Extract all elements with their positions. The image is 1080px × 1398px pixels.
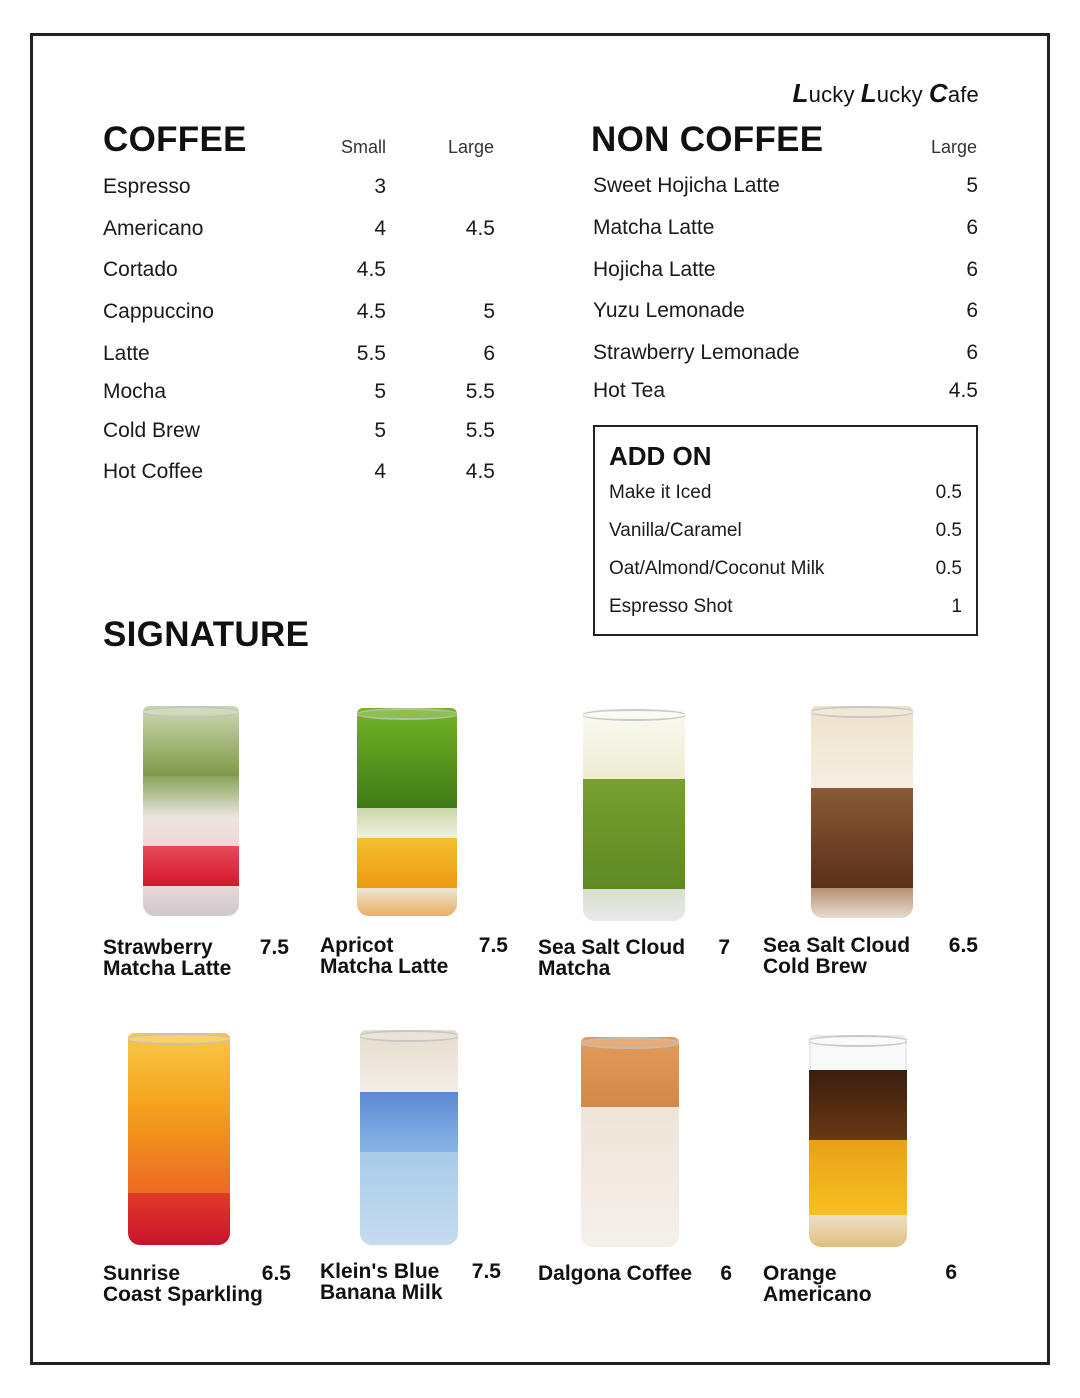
coffee-menu-row: [103, 342, 495, 372]
name-line-1: Sea Salt Cloud: [763, 934, 911, 957]
name-line-1: Sea Salt Cloud: [538, 936, 686, 959]
small-price: 4.5: [356, 258, 386, 281]
signature-item-price: 6.5: [261, 1262, 291, 1285]
name-line-1: Orange: [763, 1262, 837, 1285]
large-price: 5.5: [465, 380, 495, 403]
small-price: 4: [374, 460, 386, 483]
name-line-2: Banana Milk: [320, 1281, 443, 1304]
non-coffee-large-column-header: Large: [930, 137, 977, 157]
item-name: Hojicha Latte: [593, 258, 716, 281]
item-name: Hot Tea: [593, 379, 665, 402]
item-name: Sweet Hojicha Latte: [593, 174, 780, 197]
non-coffee-menu-row: [593, 216, 978, 246]
orange-americano-glass-image: [809, 1035, 907, 1247]
name-line-2: Coast Sparkling: [103, 1283, 263, 1306]
item-name: Cappuccino: [103, 300, 214, 323]
add-on-price: 1: [951, 596, 962, 617]
sea-salt-cloud-cold-brew-glass-image: [811, 706, 913, 918]
signature-item-sea-salt-cloud-matcha: [538, 700, 733, 990]
add-on-row: [609, 482, 962, 508]
signature-item-apricot-matcha-latte: [320, 700, 510, 990]
sea-salt-cloud-matcha-glass-image: [583, 709, 685, 921]
large-price: 5.5: [465, 419, 495, 442]
small-price: 5: [374, 380, 386, 403]
item-name: Latte: [103, 342, 150, 365]
signature-item-name: [538, 1263, 692, 1284]
signature-item-name: [763, 1263, 872, 1305]
brand-word-2: [861, 78, 923, 109]
signature-item-sea-salt-cloud-cold-brew: [763, 700, 978, 990]
signature-item-price: 7: [718, 936, 730, 959]
brand-word-cap: L: [860, 78, 877, 108]
item-name: Matcha Latte: [593, 216, 715, 239]
name-line-1: Strawberry: [103, 936, 213, 959]
kleins-blue-banana-milk-glass-image: [360, 1030, 458, 1245]
non-coffee-menu-row: [593, 258, 978, 288]
non-coffee-menu-row: [593, 341, 978, 371]
coffee-menu-row: [103, 300, 495, 330]
add-on-price: 0.5: [935, 482, 962, 503]
name-line-1: Apricot: [320, 934, 394, 957]
large-price: 6: [966, 216, 978, 239]
coffee-menu-row: [103, 217, 495, 247]
add-on-name: Espresso Shot: [609, 596, 733, 617]
brand-word-cap: L: [792, 78, 809, 108]
brand-word-rest: afe: [947, 82, 979, 107]
name-line-1: Sunrise: [103, 1262, 181, 1285]
add-on-row: [609, 596, 962, 622]
large-price: 4.5: [465, 460, 495, 483]
large-price: 6: [483, 342, 495, 365]
large-price: 6: [966, 258, 978, 281]
add-on-price: 0.5: [935, 520, 962, 541]
name-line-2: Matcha: [538, 957, 611, 980]
coffee-menu-row: [103, 460, 495, 490]
item-name: Hot Coffee: [103, 460, 204, 483]
large-price: 4.5: [948, 379, 978, 402]
small-price: 4: [374, 217, 386, 240]
add-on-price: 0.5: [935, 558, 962, 579]
signature-item-price: 6: [945, 1261, 957, 1284]
signature-item-name: [103, 1263, 263, 1305]
brand-word-3: [929, 78, 979, 109]
coffee-menu-row: [103, 258, 495, 288]
name-line-2: Matcha Latte: [103, 957, 232, 980]
brand-word-rest: ucky: [876, 82, 923, 107]
signature-item-price: 7.5: [471, 1260, 501, 1283]
add-on-name: Vanilla/Caramel: [609, 520, 742, 541]
sunrise-coast-sparkling-glass-image: [128, 1033, 230, 1245]
coffee-large-column-header: Large: [447, 137, 494, 157]
brand-word-rest: ucky: [808, 82, 855, 107]
signature-item-price: 7.5: [478, 934, 508, 957]
small-price: 5.5: [356, 342, 386, 365]
non-coffee-menu-row: [593, 379, 978, 409]
name-line-2: Cold Brew: [763, 955, 867, 978]
signature-item-name: [320, 935, 448, 977]
large-price: 5: [483, 300, 495, 323]
small-price: 5: [374, 419, 386, 442]
signature-item-price: 7.5: [259, 936, 289, 959]
add-on-title: ADD ON: [609, 441, 712, 471]
large-price: 6: [966, 299, 978, 322]
add-on-name: Make it Iced: [609, 482, 712, 503]
add-on-name: Oat/Almond/Coconut Milk: [609, 558, 825, 579]
name-line-1: Dalgona Coffee: [538, 1262, 693, 1285]
coffee-menu-row: [103, 175, 495, 205]
non-coffee-menu-row: [593, 174, 978, 204]
item-name: Cortado: [103, 258, 178, 281]
signature-item-name: [538, 937, 685, 979]
large-price: 6: [966, 341, 978, 364]
add-on-row: [609, 558, 962, 584]
signature-item-name: [320, 1261, 443, 1303]
large-price: 4.5: [465, 217, 495, 240]
signature-section-title: SIGNATURE: [103, 615, 310, 654]
signature-item-name: [103, 937, 231, 979]
item-name: Yuzu Lemonade: [593, 299, 745, 322]
signature-item-price: 6: [720, 1262, 732, 1285]
small-price: 3: [374, 175, 386, 198]
add-on-box: [593, 425, 978, 636]
name-line-2: Matcha Latte: [320, 955, 449, 978]
non-coffee-section-title: NON COFFEE: [591, 120, 824, 159]
signature-item-price: 6.5: [948, 934, 978, 957]
signature-item-orange-americano: [763, 1030, 963, 1320]
coffee-menu-row: [103, 419, 495, 449]
coffee-menu-row: [103, 380, 495, 410]
brand-logo: [793, 78, 979, 109]
apricot-matcha-latte-glass-image: [357, 708, 457, 916]
coffee-section-title: COFFEE: [103, 120, 247, 159]
name-line-2: Americano: [763, 1283, 872, 1306]
large-price: 5: [966, 174, 978, 197]
item-name: Espresso: [103, 175, 191, 198]
name-line-1: Klein's Blue: [320, 1260, 440, 1283]
signature-item-sunrise-coast-sparkling: [103, 1030, 293, 1320]
brand-word-1: [793, 78, 855, 109]
small-price: 4.5: [356, 300, 386, 323]
item-name: Strawberry Lemonade: [593, 341, 800, 364]
signature-item-name: [763, 935, 910, 977]
non-coffee-menu-row: [593, 299, 978, 329]
item-name: Americano: [103, 217, 204, 240]
signature-item-dalgona-coffee: [538, 1030, 738, 1320]
signature-item-strawberry-matcha-latte: [103, 700, 293, 990]
brand-word-cap: C: [928, 78, 948, 108]
item-name: Mocha: [103, 380, 167, 403]
add-on-row: [609, 520, 962, 546]
dalgona-coffee-glass-image: [581, 1037, 679, 1247]
signature-item-kleins-blue-banana-milk: [320, 1030, 510, 1320]
item-name: Cold Brew: [103, 419, 200, 442]
coffee-small-column-header: Small: [340, 137, 386, 157]
strawberry-matcha-latte-glass-image: [143, 706, 239, 916]
